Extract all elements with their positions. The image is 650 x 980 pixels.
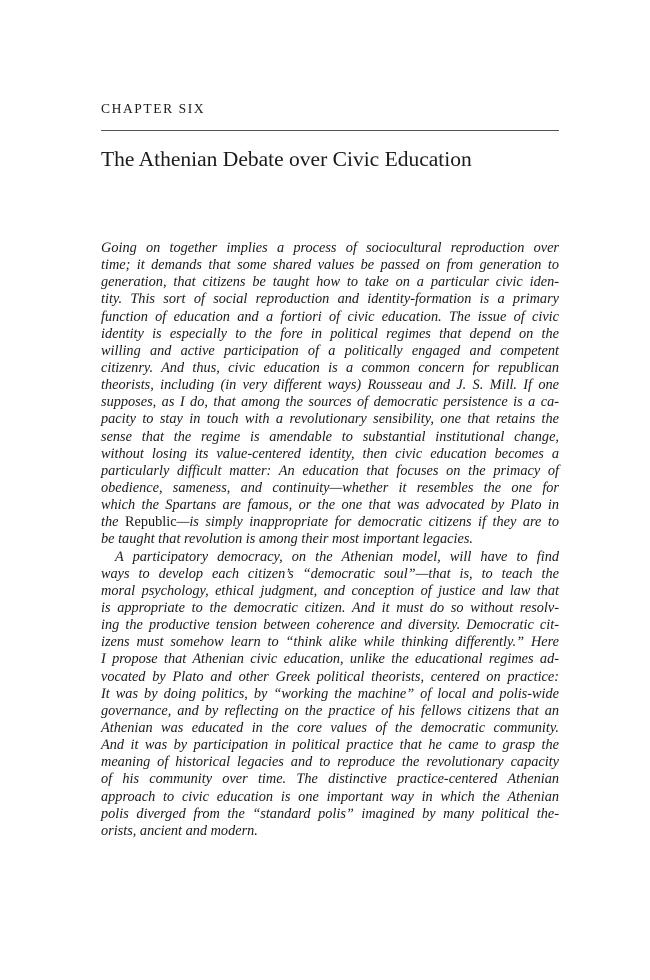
chapter-body [101,240,559,840]
text-line: vocated by Plato and other Greek political theorists, centered on practice: [101,668,559,685]
text-line: of his community over time. The distinctive practice-centered Athenian [101,771,559,788]
text-line: the Republic—is simply inappropriate for democratic citizens if they are to [101,514,559,531]
text-line: without losing its value-centered identity, then civic education becomes a [101,445,559,462]
text-line: be taught that revolution is among their most important legacies. [101,531,473,548]
text-line: approach to civic education is one important way in which the Athenian [101,788,559,805]
text-line: It was by doing politics, by “working the machine” of local and polis-wide [101,685,559,702]
text-line: polis diverged from the “standard polis” imagined by many political the- [101,805,559,822]
text-line: Athenian was educated in the core values of the democratic community. [101,719,559,736]
text-line: izens must somehow learn to “think alike while thinking differently.” Here [101,634,559,651]
text-line: supposes, as I do, that among the sources of democratic persistence is a ca- [101,394,559,411]
text-line: particularly difficult matter: An education that focuses on the primacy of [101,462,559,479]
text-line: obedience, sameness, and continuity—whether it resembles the one for [101,479,559,496]
text-line: moral psychology, ethical judgment, and conception of justice and law that [101,582,559,599]
text-line: pacity to stay in touch with a revolutionary sensibility, one that retains the [101,411,559,428]
text-line: orists, ancient and modern. [101,822,258,839]
text-line: ways to develop each citizen’s “democratic soul”—that is, to teach the [101,565,559,582]
paragraph [101,549,559,840]
text-line: I propose that Athenian civic education, unlike the educational regimes ad- [101,651,559,668]
text-line: ing the productive tension between coherence and diversity. Democratic cit- [101,617,559,634]
chapter-rule [101,130,559,131]
text-line: sense that the regime is amendable to substantial institutional change, [101,428,559,445]
text-line: willing and active participation of a politically engaged and competent [101,342,559,359]
text-line: generation, that citizens be taught how to take on a particular civic iden- [101,274,559,291]
text-line: time; it demands that some shared values be passed on from generation to [101,257,559,274]
text-line: governance, and by reflecting on the practice of his fellows citizens that an [101,702,559,719]
text-line: And it was by participation in political practice that he came to grasp the [101,737,559,754]
text-line: meaning of historical legacies and to reproduce the revolutionary capacity [101,754,559,771]
text-line: A participatory democracy, on the Athenian model, will have to find [115,548,559,565]
chapter-label: CHAPTER SIX [101,101,206,116]
text-line: citizenry. And thus, civic education is a common concern for republican [101,359,559,376]
paragraph [101,240,559,549]
text-line: Going on together implies a process of sociocultural reproduction over [101,240,559,256]
text-line: theorists, including (in very different ways) Rousseau and J. S. Mill. If one [101,377,559,394]
text-line: which the Spartans are famous, or the one that was advocated by Plato in [101,497,559,514]
text-line: is appropriate to the democratic citizen. And it must do so without resolv- [101,599,559,616]
chapter-title: The Athenian Debate over Civic Education [101,147,472,171]
text-line: function of education and a fortiori of civic education. The issue of civic [101,308,559,325]
text-line: tity. This sort of social reproduction and identity-formation is a primary [101,291,559,308]
text-line: identity is especially to the fore in political regimes that depend on the [101,325,559,342]
